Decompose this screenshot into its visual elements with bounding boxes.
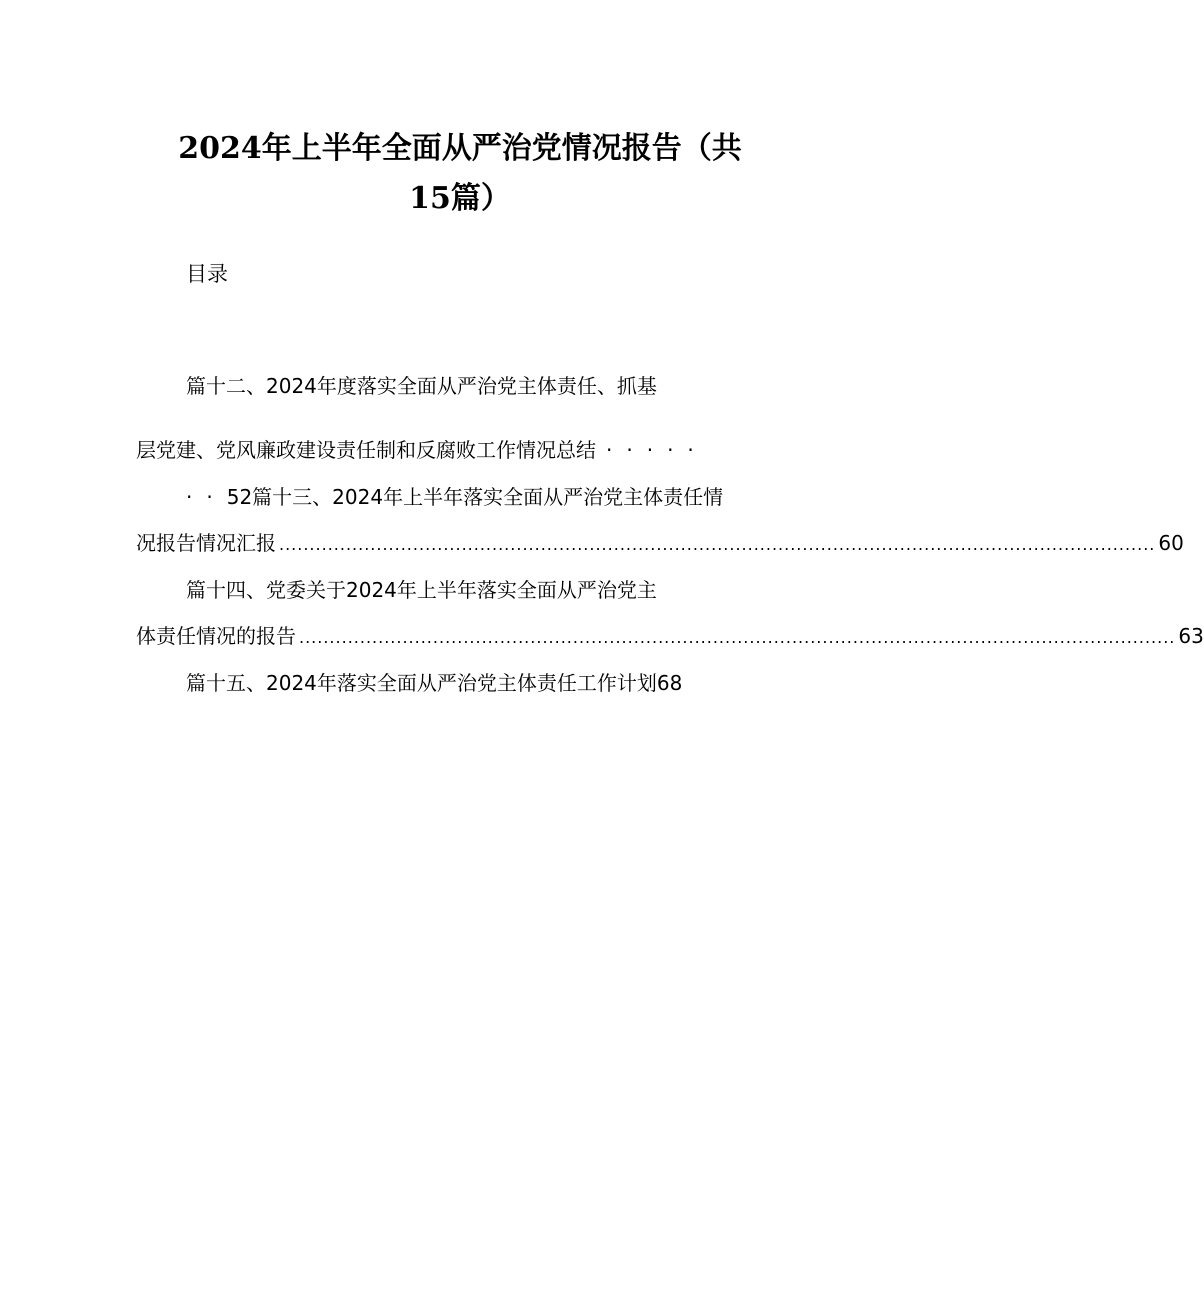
toc-entry-12-dots: ····· [606, 438, 708, 462]
toc-entry-12-line-1: 篇十二、2024年度落实全面从严治党主体责任、抓基 [186, 374, 657, 398]
toc-leader-dots: ................................................................................................................................................ [299, 628, 1176, 647]
toc-entry-12-page-and-entry-13: 52篇十三、2024年上半年落实全面从严治党主体责任情 [226, 485, 724, 509]
toc-entry-12-dots-cont: ·· [186, 485, 227, 509]
toc-entry-12-line-2 [136, 434, 708, 466]
toc-entry-12-line-3 [186, 481, 723, 513]
document-title [150, 124, 770, 224]
toc-entry-13-line-2 [136, 527, 1184, 561]
toc-entry-13-page: 60 [1158, 531, 1184, 555]
toc-entry-14-line-2 [136, 620, 1204, 654]
toc-entry-13-text: 况报告情况汇报 [136, 531, 276, 555]
title-line-2: 15篇） [409, 181, 511, 216]
toc-leader-dots: ................................................................................................................................................ [279, 535, 1156, 554]
toc-entry-15-line-1: 篇十五、2024年落实全面从严治党主体责任工作计划68 [186, 671, 683, 695]
toc-entry-12-text: 层党建、党风廉政建设责任制和反腐败工作情况总结 [136, 438, 596, 462]
toc-entry-14-page: 63 [1178, 624, 1204, 648]
toc-heading: 目录 [186, 262, 228, 286]
toc-entry-14-line-1: 篇十四、党委关于2024年上半年落实全面从严治党主 [186, 578, 657, 602]
title-line-1: 2024年上半年全面从严治党情况报告（共 [178, 131, 742, 166]
toc-entry-14-text: 体责任情况的报告 [136, 624, 296, 648]
